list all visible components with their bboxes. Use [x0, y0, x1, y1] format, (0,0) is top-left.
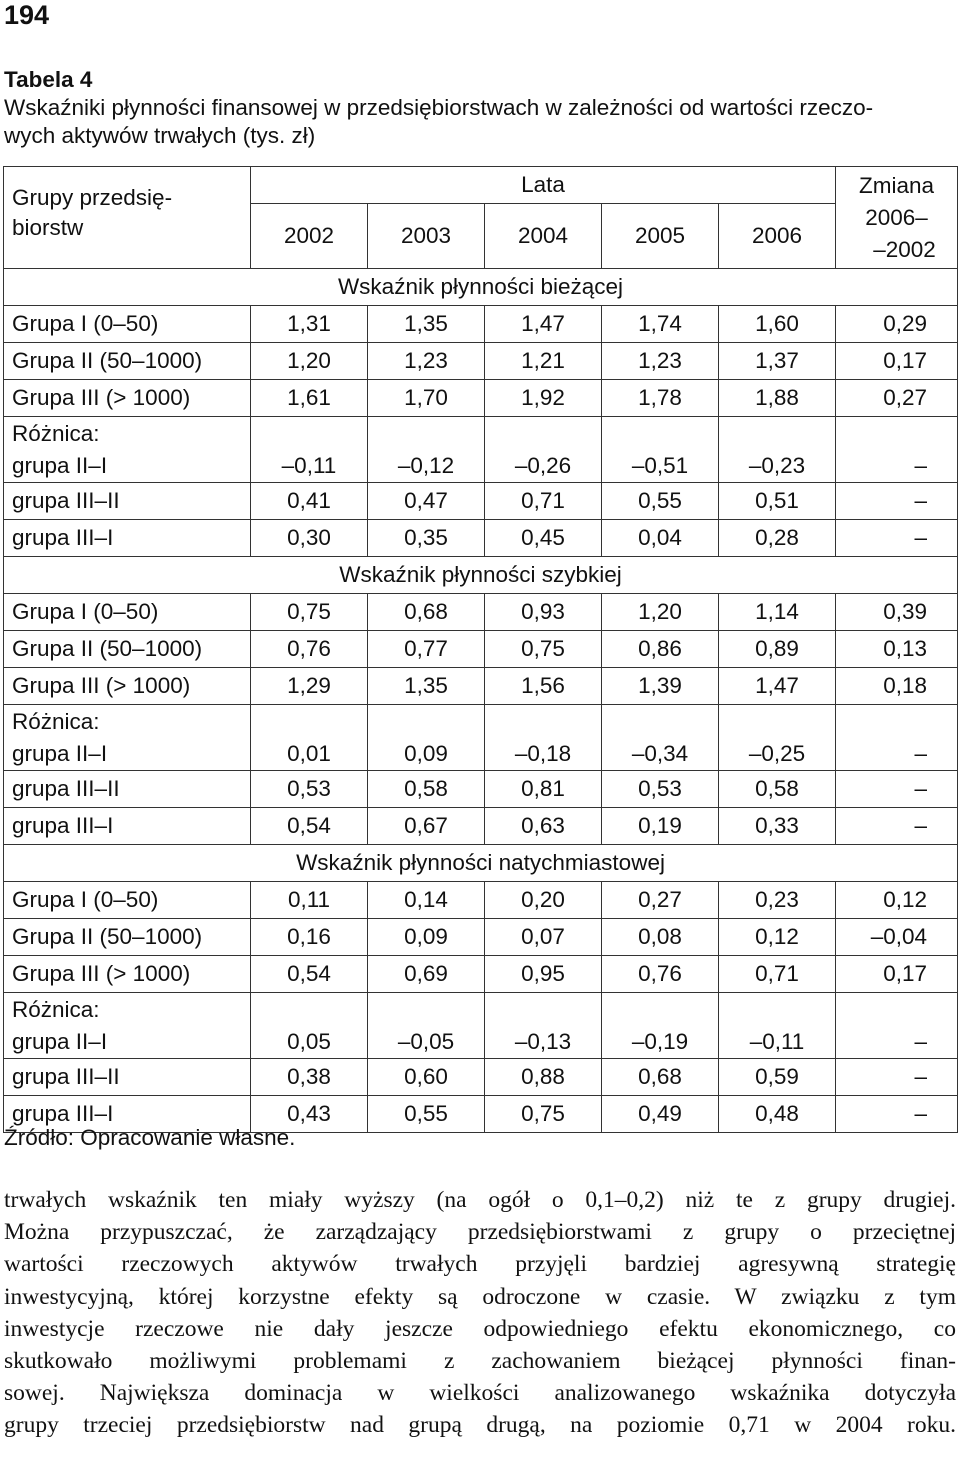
difference-value: –0,11 — [251, 417, 368, 483]
difference-value: 0,35 — [368, 520, 485, 557]
difference-pair-label: grupa II–I — [12, 453, 108, 478]
row-value: 0,93 — [485, 594, 602, 631]
row-change: 0,29 — [836, 306, 958, 343]
difference-value: 0,28 — [719, 520, 836, 557]
row-value: 1,31 — [251, 306, 368, 343]
header-change-line-2: 2006– — [865, 204, 928, 230]
page-number: 194 — [4, 0, 50, 30]
difference-change: – — [836, 417, 958, 483]
header-year-2003: 2003 — [368, 204, 485, 269]
row-value: 0,23 — [719, 882, 836, 919]
row-label: Grupa III (> 1000) — [4, 380, 251, 417]
row-value: 0,76 — [602, 956, 719, 993]
table-row — [4, 631, 958, 668]
difference-value: 0,67 — [368, 808, 485, 845]
row-value: 0,12 — [719, 919, 836, 956]
difference-value: –0,11 — [719, 993, 836, 1059]
row-value: 0,54 — [251, 956, 368, 993]
difference-value: 0,58 — [368, 771, 485, 808]
body-text-line: Można przypuszczać, że zarządzający przedsiębiorstwami z grupy o przeciętnej — [4, 1219, 956, 1246]
row-value: 1,37 — [719, 343, 836, 380]
row-change: 0,17 — [836, 956, 958, 993]
table-row — [4, 306, 958, 343]
difference-value: 0,05 — [251, 993, 368, 1059]
table-row — [4, 668, 958, 705]
difference-change: – — [836, 483, 958, 520]
row-change: 0,27 — [836, 380, 958, 417]
row-value: 0,11 — [251, 882, 368, 919]
row-change: 0,17 — [836, 343, 958, 380]
row-value: 1,35 — [368, 668, 485, 705]
row-value: 1,47 — [485, 306, 602, 343]
difference-value: 0,45 — [485, 520, 602, 557]
row-value: 1,39 — [602, 668, 719, 705]
difference-row — [4, 1059, 958, 1096]
row-change: –0,04 — [836, 919, 958, 956]
difference-value: 0,63 — [485, 808, 602, 845]
difference-value: –0,26 — [485, 417, 602, 483]
difference-value: 0,71 — [485, 483, 602, 520]
difference-pair-label: grupa II–I — [12, 1029, 108, 1054]
row-value: 0,20 — [485, 882, 602, 919]
body-text-line: trwałych wskaźnik ten miały wyższy (na ogół o 0,1–0,2) niż te z grupy drugiej. — [4, 1187, 956, 1213]
row-label: Grupa I (0–50) — [4, 306, 251, 343]
row-value: 0,27 — [602, 882, 719, 919]
difference-row — [4, 808, 958, 845]
difference-value: –0,05 — [368, 993, 485, 1059]
table-row — [4, 919, 958, 956]
row-value: 0,69 — [368, 956, 485, 993]
difference-value: 0,75 — [485, 1096, 602, 1133]
section-header-row — [4, 557, 958, 594]
table-row — [4, 343, 958, 380]
row-value: 1,23 — [602, 343, 719, 380]
header-year-2002: 2002 — [251, 204, 368, 269]
difference-row — [4, 520, 958, 557]
difference-value: 0,59 — [719, 1059, 836, 1096]
body-text — [4, 1184, 956, 1442]
row-change: 0,39 — [836, 594, 958, 631]
table-row — [4, 882, 958, 919]
difference-value: 0,19 — [602, 808, 719, 845]
difference-value: 0,43 — [251, 1096, 368, 1133]
difference-value: –0,12 — [368, 417, 485, 483]
header-change-column — [836, 167, 958, 269]
row-label: Grupa II (50–1000) — [4, 631, 251, 668]
row-value: 1,23 — [368, 343, 485, 380]
difference-label — [4, 705, 251, 771]
row-change: 0,13 — [836, 631, 958, 668]
difference-value: 0,55 — [602, 483, 719, 520]
difference-label: grupa III–II — [4, 771, 251, 808]
row-value: 0,75 — [485, 631, 602, 668]
body-text-line: inwestycyjną, której korzystne efekty są odroczone w czasie. W związku z tym — [4, 1283, 956, 1310]
header-year-2005: 2005 — [602, 204, 719, 269]
header-change-line-1: Zmiana — [859, 172, 935, 198]
body-text-line: grupy trzeciej przedsiębiorstw nad grupą drugą, na poziomie 0,71 w 2004 roku. — [4, 1412, 956, 1439]
header-years-label: Lata — [251, 167, 836, 204]
difference-label: grupa III–II — [4, 1059, 251, 1096]
difference-value: 0,09 — [368, 705, 485, 771]
difference-value: 0,60 — [368, 1059, 485, 1096]
difference-value: –0,18 — [485, 705, 602, 771]
difference-value: 0,51 — [719, 483, 836, 520]
table-label: Tabela 4 — [4, 67, 93, 92]
body-text-line: skutkowało możliwymi problemami z zachowaniem bieżącej płynności finan- — [4, 1348, 956, 1375]
section-title: Wskaźnik płynności natychmiastowej — [4, 845, 958, 882]
difference-value: 0,88 — [485, 1059, 602, 1096]
row-value: 0,95 — [485, 956, 602, 993]
row-label: Grupa I (0–50) — [4, 594, 251, 631]
difference-change: – — [836, 1096, 958, 1133]
difference-value: –0,13 — [485, 993, 602, 1059]
difference-value: 0,30 — [251, 520, 368, 557]
difference-value: 0,41 — [251, 483, 368, 520]
difference-label — [4, 993, 251, 1059]
difference-value: 0,49 — [602, 1096, 719, 1133]
table-row — [4, 594, 958, 631]
difference-value: –0,19 — [602, 993, 719, 1059]
liquidity-table — [3, 166, 958, 1133]
row-label: Grupa II (50–1000) — [4, 919, 251, 956]
difference-value: 0,81 — [485, 771, 602, 808]
row-value: 0,76 — [251, 631, 368, 668]
row-value: 0,89 — [719, 631, 836, 668]
header-group-line-2: biorstw — [12, 215, 84, 240]
body-text-line: inwestycje rzeczowe nie dały jeszcze odpowiedniego efektu ekonomicznego, co — [4, 1315, 956, 1342]
header-year-2006: 2006 — [719, 204, 836, 269]
row-value: 0,71 — [719, 956, 836, 993]
body-text-line: sowej. Największa dominacja w wielkości analizowanego wskaźnika dotyczyła — [4, 1380, 956, 1407]
row-value: 1,29 — [251, 668, 368, 705]
section-title: Wskaźnik płynności bieżącej — [4, 269, 958, 306]
row-value: 1,20 — [251, 343, 368, 380]
section-header-row — [4, 845, 958, 882]
row-value: 1,60 — [719, 306, 836, 343]
row-value: 1,61 — [251, 380, 368, 417]
row-value: 1,70 — [368, 380, 485, 417]
difference-change: – — [836, 808, 958, 845]
difference-change: – — [836, 993, 958, 1059]
difference-value: 0,38 — [251, 1059, 368, 1096]
row-value: 0,08 — [602, 919, 719, 956]
difference-label — [4, 417, 251, 483]
header-group-column — [4, 167, 251, 269]
difference-heading: Różnica: — [12, 997, 100, 1022]
difference-heading: Różnica: — [12, 709, 100, 734]
row-label: Grupa I (0–50) — [4, 882, 251, 919]
difference-value: 0,55 — [368, 1096, 485, 1133]
row-value: 0,75 — [251, 594, 368, 631]
row-value: 0,14 — [368, 882, 485, 919]
table-row — [4, 380, 958, 417]
difference-value: 0,48 — [719, 1096, 836, 1133]
difference-value: 0,53 — [251, 771, 368, 808]
difference-change: – — [836, 1059, 958, 1096]
difference-value: 0,04 — [602, 520, 719, 557]
difference-row — [4, 771, 958, 808]
table-row — [4, 956, 958, 993]
row-value: 1,35 — [368, 306, 485, 343]
row-value: 1,88 — [719, 380, 836, 417]
row-value: 0,09 — [368, 919, 485, 956]
difference-change: – — [836, 771, 958, 808]
difference-heading: Różnica: — [12, 421, 100, 446]
difference-label: grupa III–I — [4, 520, 251, 557]
body-text-line: wartości rzeczowych aktywów trwałych przyjęli bardziej agresywną strategię — [4, 1251, 956, 1278]
table-source: Źródło: Opracowanie własne. — [4, 1125, 296, 1150]
row-label: Grupa III (> 1000) — [4, 668, 251, 705]
difference-label: grupa III–II — [4, 483, 251, 520]
row-value: 1,78 — [602, 380, 719, 417]
table-caption — [4, 66, 954, 150]
row-value: 0,77 — [368, 631, 485, 668]
row-change: 0,12 — [836, 882, 958, 919]
difference-value: 0,47 — [368, 483, 485, 520]
difference-value: –0,51 — [602, 417, 719, 483]
difference-value: 0,68 — [602, 1059, 719, 1096]
difference-label: grupa III–I — [4, 1096, 251, 1133]
row-value: 1,56 — [485, 668, 602, 705]
difference-value: –0,23 — [719, 417, 836, 483]
header-group-line-1: Grupy przedsię- — [12, 185, 173, 210]
row-value: 1,47 — [719, 668, 836, 705]
row-value: 1,14 — [719, 594, 836, 631]
difference-value: 0,54 — [251, 808, 368, 845]
difference-row — [4, 483, 958, 520]
difference-change: – — [836, 520, 958, 557]
row-change: 0,18 — [836, 668, 958, 705]
difference-row — [4, 993, 958, 1059]
header-change-line-3: –2002 — [873, 236, 936, 262]
difference-value: –0,25 — [719, 705, 836, 771]
difference-row — [4, 417, 958, 483]
row-value: 0,16 — [251, 919, 368, 956]
row-value: 1,74 — [602, 306, 719, 343]
difference-value: 0,01 — [251, 705, 368, 771]
difference-value: –0,34 — [602, 705, 719, 771]
row-label: Grupa II (50–1000) — [4, 343, 251, 380]
row-value: 0,68 — [368, 594, 485, 631]
difference-pair-label: grupa II–I — [12, 741, 108, 766]
section-header-row — [4, 269, 958, 306]
row-value: 1,92 — [485, 380, 602, 417]
difference-value: 0,58 — [719, 771, 836, 808]
row-value: 0,86 — [602, 631, 719, 668]
section-title: Wskaźnik płynności szybkiej — [4, 557, 958, 594]
table-title-line-1: Wskaźniki płynności finansowej w przedsiębiorstwach w zależności od wartości rzeczo- — [4, 95, 874, 120]
header-year-2004: 2004 — [485, 204, 602, 269]
difference-value: 0,33 — [719, 808, 836, 845]
difference-change: – — [836, 705, 958, 771]
row-label: Grupa III (> 1000) — [4, 956, 251, 993]
row-value: 1,21 — [485, 343, 602, 380]
row-value: 0,07 — [485, 919, 602, 956]
table-title-line-2: wych aktywów trwałych (tys. zł) — [4, 123, 316, 148]
row-value: 1,20 — [602, 594, 719, 631]
difference-value: 0,53 — [602, 771, 719, 808]
difference-label: grupa III–I — [4, 808, 251, 845]
difference-row — [4, 705, 958, 771]
